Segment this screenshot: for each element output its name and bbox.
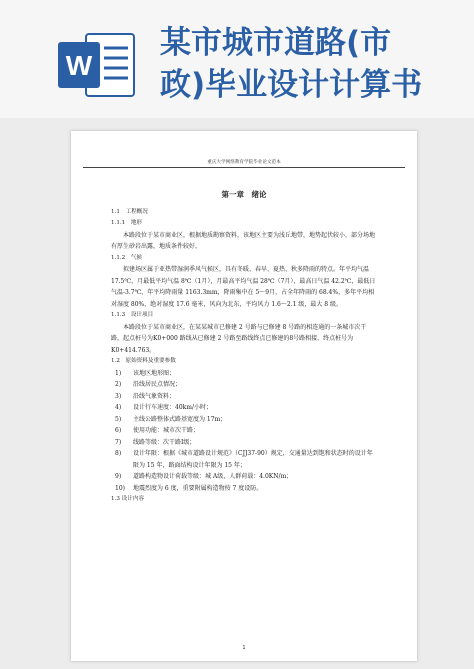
- list-number: 7): [115, 438, 122, 446]
- paragraph: 本路段位于某市商业区，在某某城市已修建 2 号路与已修建 8 号路的相连通的一条城市次干路，起点桩号为K0+000 路线从已修建 2 号路至路线终点已修建的8号路相接，终点桩号为K0+414.763。: [111, 323, 367, 354]
- list-item: [111, 379, 377, 391]
- list-number: 1): [115, 369, 122, 377]
- title-line-1: 某市城市道路(市: [160, 25, 392, 61]
- banner: [0, 0, 474, 118]
- document-page: [71, 131, 417, 661]
- section-heading: 1.1 工程概况: [111, 208, 148, 215]
- paragraph: 本路段位于某市商业区，根据地质勘察资料，该地区主要为浅丘地带，地势起伏较小，部分场地有厚生砂岩出露，地质条件较好。: [111, 231, 376, 250]
- list-item: [111, 368, 377, 380]
- section-heading: 1.2 原始资料及重要参数: [111, 358, 176, 364]
- list-text: 该地区地形图；: [133, 369, 176, 377]
- page-number: 1: [242, 645, 246, 651]
- list-text: 道路构造物设计荷载等级：城 A级，人群荷载：4.0KN/m；: [133, 473, 293, 480]
- parameter-list: [111, 368, 377, 495]
- list-item: [111, 471, 377, 483]
- list-item: [111, 402, 377, 414]
- title-line-2: 政)毕业设计计算书: [160, 67, 423, 103]
- list-number: 3): [115, 392, 122, 400]
- list-text: 地震烈度为 6 度，重要附属构造物按 7 度设防。: [133, 484, 263, 492]
- list-number: 8): [115, 450, 122, 457]
- running-header: 重庆大学网络教育学院毕业论文范本: [83, 159, 405, 168]
- list-item: [111, 483, 377, 495]
- list-item: [111, 425, 377, 437]
- document-body: [111, 189, 377, 506]
- list-text: 主线公路整体式路基宽度为 17m；: [133, 415, 227, 423]
- list-item: [111, 437, 377, 449]
- list-item: [111, 448, 377, 471]
- list-text: 设计行车速度：40km/小时；: [133, 404, 212, 411]
- list-text: 沿线气象资料；: [133, 392, 176, 400]
- page-title: [160, 22, 470, 106]
- list-number: 6): [115, 427, 122, 434]
- list-text: 使用功能：城市次干路；: [133, 427, 200, 434]
- chapter-heading: 第一章 绪论: [221, 190, 267, 199]
- list-text: 设计年限：根据《城市道路设计规范》（CJJ37-90）规定，交通量达到饱和状态时的设计年限为 15 年，路面结构设计年限为 15 年；: [133, 450, 373, 469]
- subsection-heading: 1.1.2 气候: [111, 254, 143, 261]
- list-number: 9): [115, 473, 122, 480]
- list-item: [111, 414, 377, 426]
- subsection-heading: 1.1.1 地形: [111, 220, 143, 226]
- list-number: 10): [115, 484, 125, 492]
- subsection-heading: 1.1.3 设计项目: [111, 312, 154, 318]
- word-document-icon: [56, 28, 136, 102]
- list-text: 沿线居民点情况；: [133, 381, 182, 388]
- logo-letter: W: [65, 50, 93, 81]
- list-item: [111, 391, 377, 403]
- list-number: 4): [115, 404, 122, 411]
- paragraph: 拟建场区属于亚热带湿润季风气候区，具有冬暖、春早、夏热、秋多降雨的特点。年平均气温 17.5℃，月最低平均气温 8℃（1月），月最高平均气温 28℃（7月），最高日气温 42.2℃，最低日气温-3.7℃，年平均降雨量 1163.3mm，降雨集中在 5～9月，占全年降雨的 68.4%，多年平均相对湿度 80%，绝对湿度 17.6 毫米，风向为北东，平均风力 1.6～2.1 级，最大 8 级。: [111, 266, 376, 308]
- list-number: 2): [115, 381, 122, 388]
- list-number: 5): [115, 415, 122, 423]
- section-heading: 1.3 设计内容: [111, 496, 145, 502]
- list-text: 线路等级：次干路Ⅰ级；: [133, 438, 196, 446]
